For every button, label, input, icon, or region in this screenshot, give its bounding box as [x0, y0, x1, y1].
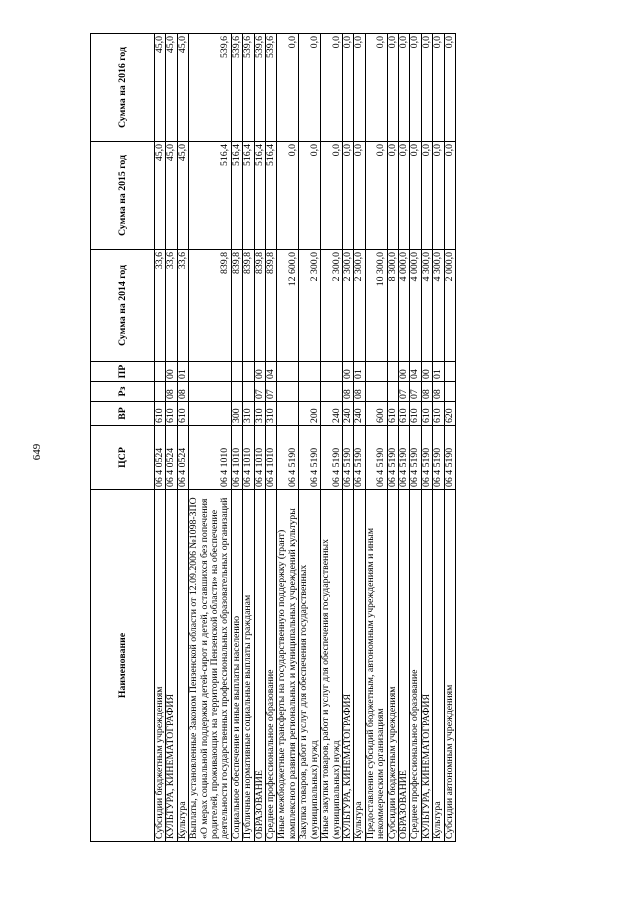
table-row [177, 34, 188, 842]
row-sum-2016-cell: 0,0 [342, 34, 353, 142]
table-row [266, 34, 277, 842]
table-row [321, 34, 343, 842]
row-sum-2016-cell: 0,0 [354, 34, 365, 142]
row-sum-2014-cell: 2 300,0 [354, 250, 365, 362]
row-csr-cell: 06 4 5190 [342, 426, 353, 490]
row-pr-cell: 00 [166, 362, 177, 382]
row-sum-2015-cell: 516,4 [266, 142, 277, 250]
row-sum-2016-cell: 0,0 [444, 34, 455, 142]
row-name-cell: Среднее профессиональное образование [266, 490, 277, 842]
row-csr-cell: 06 4 5190 [410, 426, 421, 490]
row-csr-cell: 06 4 0524 [155, 426, 166, 490]
table-row [342, 34, 353, 842]
row-vr-cell: 240 [354, 402, 365, 426]
row-vr-cell: 240 [321, 402, 343, 426]
row-rz-cell: 07 [410, 382, 421, 402]
row-name-cell: Иные закупки товаров, работ и услуг для обеспечения государственных (муниципальных) нужд [321, 490, 343, 842]
row-pr-cell [321, 362, 343, 382]
row-sum-2016-cell: 45,0 [177, 34, 188, 142]
row-sum-2016-cell: 0,0 [321, 34, 343, 142]
row-sum-2016-cell: 0,0 [299, 34, 321, 142]
row-sum-2014-cell: 839,8 [231, 250, 242, 362]
row-sum-2016-cell: 45,0 [166, 34, 177, 142]
row-name-cell: Культура [354, 490, 365, 842]
row-csr-cell: 06 4 5190 [433, 426, 444, 490]
row-sum-2016-cell: 0,0 [387, 34, 398, 142]
row-sum-2015-cell: 0,0 [299, 142, 321, 250]
row-name-cell: Культура [433, 490, 444, 842]
row-vr-cell: 610 [421, 402, 432, 426]
row-sum-2016-cell: 539,6 [266, 34, 277, 142]
row-sum-2014-cell: 33,6 [166, 250, 177, 362]
row-rz-cell: 08 [354, 382, 365, 402]
row-vr-cell: 600 [365, 402, 387, 426]
row-rz-cell: 08 [342, 382, 353, 402]
table-row [354, 34, 365, 842]
row-vr-cell [189, 402, 232, 426]
row-name-cell: КУЛЬТУРА, КИНЕМАТОГРАФИЯ [421, 490, 432, 842]
row-sum-2015-cell: 516,4 [189, 142, 232, 250]
header-sum-2016: Сумма на 2016 год [91, 34, 155, 142]
row-sum-2014-cell: 4 300,0 [421, 250, 432, 362]
row-rz-cell [277, 382, 299, 402]
row-sum-2015-cell: 45,0 [155, 142, 166, 250]
row-sum-2015-cell: 0,0 [342, 142, 353, 250]
row-sum-2016-cell: 45,0 [155, 34, 166, 142]
row-rz-cell [189, 382, 232, 402]
row-name-cell: Субсидии бюджетным учреждениям [155, 490, 166, 842]
table-row [254, 34, 265, 842]
row-sum-2015-cell: 0,0 [444, 142, 455, 250]
row-csr-cell: 06 4 0524 [166, 426, 177, 490]
table-row [155, 34, 166, 842]
row-sum-2015-cell: 0,0 [433, 142, 444, 250]
row-sum-2016-cell: 539,6 [231, 34, 242, 142]
row-pr-cell [387, 362, 398, 382]
row-vr-cell: 310 [266, 402, 277, 426]
row-vr-cell: 200 [299, 402, 321, 426]
row-vr-cell: 610 [387, 402, 398, 426]
row-rz-cell [387, 382, 398, 402]
row-pr-cell [365, 362, 387, 382]
row-sum-2015-cell: 0,0 [421, 142, 432, 250]
row-sum-2015-cell: 45,0 [177, 142, 188, 250]
row-name-cell: Среднее профессиональное образование [410, 490, 421, 842]
row-pr-cell: 04 [266, 362, 277, 382]
row-pr-cell: 00 [398, 362, 409, 382]
row-sum-2015-cell: 516,4 [231, 142, 242, 250]
table-row [398, 34, 409, 842]
row-csr-cell: 06 4 5190 [365, 426, 387, 490]
row-csr-cell: 06 4 5190 [398, 426, 409, 490]
row-rz-cell: 08 [433, 382, 444, 402]
row-sum-2016-cell: 0,0 [433, 34, 444, 142]
row-vr-cell: 310 [243, 402, 254, 426]
row-sum-2015-cell: 0,0 [365, 142, 387, 250]
row-pr-cell: 01 [177, 362, 188, 382]
row-pr-cell: 00 [254, 362, 265, 382]
row-csr-cell: 06 4 5190 [387, 426, 398, 490]
row-vr-cell: 300 [231, 402, 242, 426]
row-sum-2014-cell: 839,8 [243, 250, 254, 362]
row-pr-cell [299, 362, 321, 382]
row-csr-cell: 06 4 5190 [421, 426, 432, 490]
row-rz-cell: 07 [398, 382, 409, 402]
row-csr-cell: 06 4 1010 [189, 426, 232, 490]
row-sum-2014-cell: 10 300,0 [365, 250, 387, 362]
table-row [166, 34, 177, 842]
row-csr-cell: 06 4 1010 [266, 426, 277, 490]
row-name-cell: КУЛЬТУРА, КИНЕМАТОГРАФИЯ [166, 490, 177, 842]
header-vr: ВР [91, 402, 155, 426]
row-rz-cell: 08 [421, 382, 432, 402]
row-name-cell: КУЛЬТУРА, КИНЕМАТОГРАФИЯ [342, 490, 353, 842]
row-pr-cell [155, 362, 166, 382]
row-name-cell: Предоставление субсидий бюджетным, автономным учреждениям и иным некоммерческим организациям [365, 490, 387, 842]
row-vr-cell: 610 [166, 402, 177, 426]
row-rz-cell: 08 [166, 382, 177, 402]
header-rz: Рз [91, 382, 155, 402]
header-sum-2015: Сумма на 2015 год [91, 142, 155, 250]
table-row [189, 34, 232, 842]
row-name-cell: Иные межбюджетные трансферты на государственную поддержку (грант) комплексного развития региональных и муниципальных учреждений культуры [277, 490, 299, 842]
row-csr-cell: 06 4 1010 [254, 426, 265, 490]
table-header-row [91, 34, 155, 842]
row-rz-cell: 08 [177, 382, 188, 402]
row-vr-cell: 310 [254, 402, 265, 426]
row-rz-cell [231, 382, 242, 402]
header-csr: ЦСР [91, 426, 155, 490]
row-csr-cell: 06 4 1010 [231, 426, 242, 490]
row-csr-cell: 06 4 5190 [354, 426, 365, 490]
budget-table [90, 33, 456, 842]
row-sum-2015-cell: 516,4 [243, 142, 254, 250]
row-sum-2015-cell: 516,4 [254, 142, 265, 250]
table-body [155, 34, 456, 842]
row-sum-2015-cell: 0,0 [387, 142, 398, 250]
row-pr-cell: 00 [421, 362, 432, 382]
row-rz-cell [321, 382, 343, 402]
row-pr-cell [243, 362, 254, 382]
row-csr-cell: 06 4 5190 [321, 426, 343, 490]
row-pr-cell [231, 362, 242, 382]
row-sum-2014-cell: 839,8 [189, 250, 232, 362]
row-rz-cell: 07 [266, 382, 277, 402]
row-vr-cell: 610 [410, 402, 421, 426]
row-pr-cell: 00 [342, 362, 353, 382]
table-row [365, 34, 387, 842]
table-row [433, 34, 444, 842]
row-sum-2016-cell: 539,6 [243, 34, 254, 142]
page-number: 649 [31, 443, 43, 461]
row-sum-2015-cell: 0,0 [398, 142, 409, 250]
table-row [410, 34, 421, 842]
row-sum-2014-cell: 839,8 [254, 250, 265, 362]
table-row [243, 34, 254, 842]
row-sum-2014-cell: 2 000,0 [444, 250, 455, 362]
row-sum-2014-cell: 2 300,0 [321, 250, 343, 362]
row-sum-2016-cell: 0,0 [410, 34, 421, 142]
row-sum-2016-cell: 539,6 [254, 34, 265, 142]
row-pr-cell: 01 [433, 362, 444, 382]
table-row [387, 34, 398, 842]
row-sum-2014-cell: 33,6 [177, 250, 188, 362]
row-sum-2016-cell: 0,0 [398, 34, 409, 142]
row-rz-cell [155, 382, 166, 402]
table-row [421, 34, 432, 842]
row-sum-2014-cell: 4 000,0 [398, 250, 409, 362]
row-sum-2016-cell: 0,0 [421, 34, 432, 142]
row-sum-2015-cell: 0,0 [321, 142, 343, 250]
table-row [277, 34, 299, 842]
row-pr-cell [189, 362, 232, 382]
row-sum-2014-cell: 2 300,0 [299, 250, 321, 362]
row-sum-2014-cell: 839,8 [266, 250, 277, 362]
row-sum-2014-cell: 12 600,0 [277, 250, 299, 362]
row-vr-cell [277, 402, 299, 426]
row-sum-2014-cell: 4 000,0 [410, 250, 421, 362]
row-sum-2015-cell: 45,0 [166, 142, 177, 250]
row-name-cell: Публичные нормативные социальные выплаты гражданам [243, 490, 254, 842]
row-sum-2014-cell: 4 300,0 [433, 250, 444, 362]
row-sum-2014-cell: 8 300,0 [387, 250, 398, 362]
row-name-cell: Субсидии бюджетным учреждениям [387, 490, 398, 842]
row-rz-cell: 07 [254, 382, 265, 402]
row-sum-2016-cell: 0,0 [277, 34, 299, 142]
row-rz-cell [365, 382, 387, 402]
row-pr-cell [277, 362, 299, 382]
row-name-cell: Закупка товаров, работ и услуг для обеспечения государственных (муниципальных) нужд [299, 490, 321, 842]
row-pr-cell: 01 [354, 362, 365, 382]
row-sum-2015-cell: 0,0 [354, 142, 365, 250]
row-pr-cell [444, 362, 455, 382]
row-csr-cell: 06 4 1010 [243, 426, 254, 490]
row-csr-cell: 06 4 5190 [444, 426, 455, 490]
row-sum-2014-cell: 2 300,0 [342, 250, 353, 362]
row-name-cell: Социальное обеспечение и иные выплаты населению [231, 490, 242, 842]
table-row [231, 34, 242, 842]
row-sum-2015-cell: 0,0 [277, 142, 299, 250]
row-vr-cell: 610 [398, 402, 409, 426]
table-row [444, 34, 455, 842]
row-name-cell: Выплаты, установленные Законом Пензенской области от 12.09.2006 №1098-ЗПО «О мерах социальной поддержки детей-сирот и детей, оставшихся без попечения родителей, проживающих на территории Пензенской области» на обеспечение деятельности государственных профессиональных образовательных организаций [189, 490, 232, 842]
header-pr: ПР [91, 362, 155, 382]
row-name-cell: Культура [177, 490, 188, 842]
row-sum-2015-cell: 0,0 [410, 142, 421, 250]
row-rz-cell [299, 382, 321, 402]
row-name-cell: ОБРАЗОВАНИЕ [254, 490, 265, 842]
row-rz-cell [444, 382, 455, 402]
row-vr-cell: 620 [444, 402, 455, 426]
row-vr-cell: 240 [342, 402, 353, 426]
budget-table-wrapper [90, 33, 456, 842]
row-vr-cell: 610 [433, 402, 444, 426]
row-pr-cell: 04 [410, 362, 421, 382]
row-sum-2016-cell: 0,0 [365, 34, 387, 142]
row-rz-cell [243, 382, 254, 402]
row-csr-cell: 06 4 0524 [177, 426, 188, 490]
row-csr-cell: 06 4 5190 [299, 426, 321, 490]
header-name: Наименование [91, 490, 155, 842]
row-sum-2014-cell: 33,6 [155, 250, 166, 362]
row-sum-2016-cell: 539,6 [189, 34, 232, 142]
row-vr-cell: 610 [177, 402, 188, 426]
row-name-cell: ОБРАЗОВАНИЕ [398, 490, 409, 842]
row-vr-cell: 610 [155, 402, 166, 426]
row-name-cell: Субсидии автономным учреждениям [444, 490, 455, 842]
table-row [299, 34, 321, 842]
header-sum-2014: Сумма на 2014 год [91, 250, 155, 362]
row-csr-cell: 06 4 5190 [277, 426, 299, 490]
